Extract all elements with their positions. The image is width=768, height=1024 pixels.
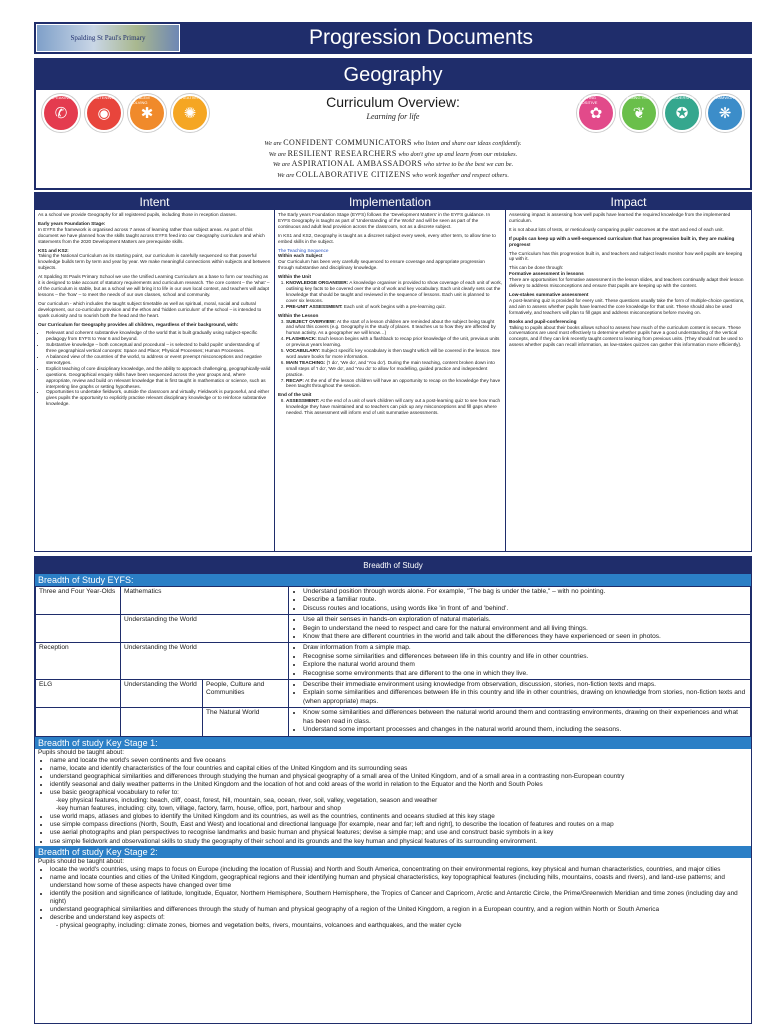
eyfs-area: Understanding the World <box>121 680 203 708</box>
eyfs-statement: • Discuss routes and locations, using words like 'in front of' and 'behind'. <box>303 605 747 613</box>
eyfs-row <box>36 680 751 708</box>
breadth-heading: Breadth of Study <box>35 557 751 574</box>
impl-step-key: FLASHBACK: <box>286 336 317 342</box>
impl-step-key: MAIN TEACHING: <box>286 359 326 365</box>
impl-lesson-list <box>278 319 502 390</box>
eyfs-row <box>36 587 751 615</box>
eyfs-statement: • Draw information from a simple map. <box>303 644 747 652</box>
ks-item: • describe and understand key aspects of: <box>50 914 748 922</box>
badge-caption: CREATIVITY <box>178 95 202 100</box>
impact-text: Assessing impact is assessing how well pupils have learned the required knowledge from the implemented curriculum. <box>509 212 731 223</box>
motto-value: COLLABORATIVE CITIZENS <box>295 169 411 179</box>
ks-item: • identify seasonal and daily weather patterns in the United Kingdom and the location of hot and cold areas of the world in relation to the Equator and the North and South Poles <box>50 781 748 789</box>
impl-step-key: SUBJECT OVERVIEW: <box>286 318 336 324</box>
eyfs-statements <box>289 587 751 615</box>
implementation-column <box>275 193 506 551</box>
impact-subheading: Low-stakes summative assessment <box>509 291 589 297</box>
eyfs-statement: • Use all their senses in hands-on exploration of natural materials. <box>303 616 747 624</box>
ks1-intro: Pupils should be taught about: <box>38 748 124 756</box>
eyfs-area <box>121 708 203 736</box>
impl-step-key: RECAP: <box>286 377 304 383</box>
leadership-icon <box>663 94 701 132</box>
badge-glyph: ❋ <box>718 105 732 122</box>
ks-item: • understand geographical similarities and differences through the study of human and physical geography of a region of the United Kingdom, a region in a European country, and a region within North or South America <box>50 906 748 914</box>
subject-title: Geography <box>36 60 750 90</box>
badge-caption: SPEAKING <box>50 95 72 100</box>
motto-post: who don't give up and learn from our mistakes. <box>396 150 518 158</box>
impl-subheading: End of the Unit <box>278 392 312 398</box>
impl-subheading: Within each Subject <box>278 253 323 259</box>
impact-text: It is not about lots of tests, or meticulously comparing pupils' outcomes at the start and end of each unit. <box>509 226 724 232</box>
breadth-of-study <box>34 556 752 1024</box>
ks-item: • use simple compass directions (North, South, East and West) and locational and directional language [for example, near and far; left and right], to describe the location of features and routes on a map <box>50 821 748 829</box>
impl-step-text: Subject specific key vocabulary is then taught which will be covered in the lesson. See word aware books for more information. <box>286 348 501 359</box>
impl-step <box>286 348 502 360</box>
values-icons-right <box>577 94 744 132</box>
badge-glyph: ◉ <box>97 105 111 122</box>
ks-item: • identify the position and significance of latitude, longitude, Equator, Northern Hemisphere, Southern Hemisphere, the Tropics of Cancer and Capricorn, Arctic and Antarctic Circle, the Prime/Greenwich Meridian and time zones (including day and night) <box>50 890 748 906</box>
impl-step-text: At the end of the lesson children will have an opportunity to recap on the knowledge they have been taught throughout the session. <box>286 377 501 389</box>
motto-line <box>36 149 750 160</box>
eyfs-age <box>36 615 121 643</box>
eyfs-area: Understanding the World <box>121 615 289 643</box>
motto-value: CONFIDENT COMMUNICATORS <box>283 138 412 147</box>
intent-bullets <box>38 330 271 407</box>
eyfs-statement: • Recognise some environments that are different to the one in which they live. <box>303 670 747 678</box>
intent-bullet: • Relevant and coherent substantive knowledge of the world that is built gradually using subject-specific pedagogy from EYFS to Year 6 and beyond. <box>46 330 271 342</box>
impl-step-text: At the end of a unit of work children will carry out a post-learning quiz to see how much knowledge they have maintained and so teachers can pick up any misconceptions and fill gaps where needed. This assessment will inform end of unit summative assessments. <box>286 398 501 416</box>
badge-glyph: ✿ <box>589 105 603 122</box>
badge-caption: AIMING HIGH <box>626 95 652 100</box>
overview-heading: Curriculum Overview: <box>326 94 460 110</box>
curriculum-overview <box>34 58 752 190</box>
eyfs-subarea: People, Culture and Communities <box>203 680 289 708</box>
impl-step-key: VOCABULARY: <box>286 348 321 354</box>
intent-text: Our curriculum - which includes the taught subject timetable as well as spiritual, moral, social and cultural development, our co-curricular provision and the ethos and 'hidden curriculum' of the school – is intended to spark curiosity and to nourish both the head and the heart. <box>38 300 262 318</box>
motto-line <box>36 138 750 149</box>
intent-text: As a school we provide Geography for all registered pupils, including those in reception classes. <box>38 212 237 217</box>
eyfs-row <box>36 615 751 643</box>
badge-glyph: ✺ <box>183 105 197 122</box>
eyfs-subarea: The Natural World <box>203 708 289 736</box>
eyfs-statement: • Begin to understand the need to respect and care for the natural environment and all living things. <box>303 625 747 633</box>
badge-glyph: ✆ <box>54 105 68 122</box>
impl-step <box>286 360 502 378</box>
badge-glyph: ❦ <box>632 105 646 122</box>
motto-line <box>36 170 750 181</box>
school-logo <box>36 24 180 52</box>
school-mottos <box>36 138 750 180</box>
eyfs-age: ELG <box>36 680 121 708</box>
eyfs-statements <box>289 680 751 708</box>
motto-pre: We are <box>268 150 288 158</box>
intent-eyfs-heading: Early years Foundation Stage: <box>38 220 106 226</box>
eyfs-statement: • Describe a familiar route. <box>303 596 747 604</box>
eyfs-age <box>36 708 121 736</box>
badge-caption: LISTENING <box>93 95 115 100</box>
motto-post: who work together and respect others. <box>410 171 509 179</box>
impact-text: There are opportunities for formative assessment in the lesson slides, and teachers continually adapt their lesson delivery to address misconceptions and ensure that pupils are keeping up with the content. <box>509 277 744 289</box>
overview-subheading: Learning for life <box>366 112 420 121</box>
school-logo-text: Spalding St Paul's Primary <box>70 34 146 42</box>
impact-column <box>506 193 751 551</box>
impl-text: In KS1 and KS2, Geography is taught as a discreet subject every week, every other term, to allow time to embed skills in the subject. <box>278 232 496 244</box>
motto-value: ASPIRATIONAL AMBASSADORS <box>291 159 423 168</box>
impl-text: Our Curriculum has been very carefully sequenced to ensure coverage and appropriate progression through substantive and disciplinary knowledge. <box>278 259 485 271</box>
intent-bullet: • Explicit teaching of core disciplinary knowledge, and the ability to approach challenging, geographically-valid questions. Geographical enquiry skills have been sequenced across the year groups and, where appropriate, review and build on relevant knowledge that is first taught in mathematics or science, such as interpreting line graphs or setting hypotheses. <box>46 366 271 390</box>
motto-value: RESILIENT RESEARCHERS <box>287 148 397 158</box>
intent-heading: Intent <box>35 193 274 210</box>
impl-step-text: Each lesson begins with a flashback to recap prior knowledge of the unit, previous units or previous years learning. <box>286 336 500 348</box>
impl-step <box>286 280 502 304</box>
intent-text-bold: Our Curriculum for Geography provides all children, regardless of their background, with: <box>38 321 239 327</box>
impl-step <box>286 304 502 310</box>
ks2-intro: Pupils should be taught about: <box>38 857 124 865</box>
ks1-section-bar: Breadth of study Key Stage 1: <box>35 737 751 749</box>
intent-implementation-impact <box>34 192 752 552</box>
motto-pre: We are <box>277 171 296 179</box>
impl-step <box>286 319 502 337</box>
impl-step-text: At the start of a lesson children are reminded about the subject being taught and what this covers (e.g. Geography is the study of places. It teaches us to how they are affected by human activity. As a geographer we will know…) <box>286 318 496 336</box>
impl-step-text: Each unit of work begins with a pre-learning quiz. <box>342 303 447 309</box>
impl-unit-list <box>278 280 502 310</box>
page-title: Progression Documents <box>308 26 534 49</box>
intent-ks-heading: KS1 and KS2: <box>38 247 69 253</box>
eyfs-row <box>36 708 751 736</box>
intent-bullet: • Substantive knowledge – both conceptual and procedural – is selected to build pupils' understanding of three geographical vertical concepts: Space and Place; Physical Processes; Human Processes. <box>46 342 271 354</box>
impl-step <box>286 336 502 348</box>
eyfs-age: Reception <box>36 643 121 680</box>
title-bar <box>34 22 752 54</box>
impl-subheading: Within the Lesson <box>278 312 319 318</box>
motto-post: who listen and share our ideas confidently. <box>411 140 522 147</box>
badge-glyph: ✪ <box>675 105 689 122</box>
eyfs-statements <box>289 615 751 643</box>
impact-subheading: Formative assessment in lessons <box>509 271 584 277</box>
eyfs-statement: • Recognise some similarities and differences between life in this country and life in other countries. <box>303 653 747 661</box>
badge-caption: STAYING POSITIVE <box>579 95 598 105</box>
ks-subitem: - physical geography, including: climate zones, biomes and vegetation belts, rivers, mountains, volcanoes and earthquakes, and the water cycle <box>56 922 462 930</box>
eyfs-statement: • Describe their immediate environment using knowledge from observation, discussion, stories, non-fiction texts and maps. <box>303 681 747 689</box>
eyfs-section-bar: Breadth of Study EYFS: <box>35 574 751 586</box>
motto-post: who strive to be the best we can be. <box>422 161 514 168</box>
impact-heading: Impact <box>506 193 751 210</box>
impact-text: Talking to pupils about their books allows school to assess how much of the curriculum content is secure. These conversations are used most effectively to determine whether pupils have a good understanding of the vertical concepts, and if they can link recently taught content to learning from previous units. (They should not be used to assess whether pupils can recall information, as low-stakes quizzes can gather this information more efficiently). <box>509 324 743 348</box>
aiming-high-icon <box>620 94 658 132</box>
impl-end-list <box>278 398 502 416</box>
ks-item: • use world maps, atlases and globes to identify the United Kingdom and its countries, as well as the countries, continents and oceans studied at this key stage <box>50 813 748 821</box>
intent-text: Taking the National Curriculum as its starting point, our curriculum is carefully sequenced so that powerful knowledge builds term by term and year by year. We make meaningful connections within subjects and between subjects. <box>38 253 271 271</box>
eyfs-statement: • Explain some similarities and differences between life in this country and life in other countries, drawing on knowledge from stories, non-fiction texts and (when appropriate) maps. <box>303 689 747 706</box>
teamwork-icon <box>706 94 744 132</box>
motto-pre: We are <box>272 161 292 168</box>
eyfs-statement: • Explore the natural world around them <box>303 661 747 669</box>
ks-item: • use simple fieldwork and observational skills to study the geography of their school and its grounds and the key human and physical features of its surrounding environment. <box>50 838 748 846</box>
ks-item: • name and locate the world's seven continents and five oceans <box>50 757 748 765</box>
eyfs-statement: • Understand some important processes and changes in the natural world around them, including the seasons. <box>303 726 747 734</box>
impact-text: This can be done through: <box>509 265 564 271</box>
intent-column <box>35 193 275 551</box>
badge-caption: LEADERSHIP <box>669 95 695 100</box>
eyfs-row <box>36 643 751 680</box>
impact-text: A post-learning quiz is provided for every unit. These questions usually take the form of multiple-choice questions, and aim to assess whether pupils have learned the core knowledge for that unit. These should also be used formatively, and teachers will plan to fill gaps and address misconceptions before moving on. <box>509 297 745 315</box>
impact-text: The Curriculum has this progression built in, and teachers and subject leads monitor how well pupils are keeping up with it. <box>509 250 743 262</box>
implementation-heading: Implementation <box>275 193 505 210</box>
impl-subheading: Within the Unit <box>278 274 312 280</box>
intent-text: In EYFS the framework is organised across 7 areas of learning rather than subject areas. As part of this document we have planned how the skills taught across EYFS feed into our Geography curriculum and which statements from the 2020 Development Matters are prerequisite skills. <box>38 226 265 244</box>
impl-sequence-heading: The Teaching Sequence <box>278 247 329 253</box>
eyfs-statement: • Know that there are different countries in the world and talk about the differences they have experienced or seen in photos. <box>303 633 747 641</box>
ks-subitem: -key physical features, including: beach, cliff, coast, forest, hill, mountain, sea, ocean, river, soil, valley, vegetation, season and weather <box>56 797 438 805</box>
intent-bullet: • A balanced view of the countries of the world, to address or event preempt misconceptions and negative stereotypes. <box>46 354 271 366</box>
eyfs-statement: • Understand position through words alone. For example, "The bag is under the table," – with no pointing. <box>303 588 747 596</box>
ks1-content <box>35 749 751 846</box>
eyfs-table <box>35 586 751 737</box>
ks-item: • use aerial photographs and plan perspectives to recognise landmarks and basic human and physical features; devise a simple map; and use and construct basic symbols in a key <box>50 829 748 837</box>
impl-step-key: PRE-UNIT ASSESSMENT: <box>286 303 343 309</box>
badge-caption: PROBLEM SOLVING <box>130 95 150 105</box>
impact-text-bold: If pupils can keep up with a well-sequenced curriculum that has progression built in, they are making progress! <box>509 235 735 247</box>
motto-line <box>36 159 750 170</box>
ks2-section-bar: Breadth of study Key Stage 2: <box>35 846 751 858</box>
impl-step-key: ASSESSMENT: <box>286 398 320 404</box>
intent-bullet: • Opportunities to undertake fieldwork, outside the classroom and virtually. Fieldwork is purposeful, and either gives pupils the opportunity to explicitly practise relevant disciplinary knowledge or to reinforce substantive knowledge. <box>46 389 271 407</box>
eyfs-age: Three and Four Year-Olds <box>36 587 121 615</box>
impact-subheading: Books and pupil-conferencing <box>509 318 577 324</box>
impl-step <box>286 378 502 390</box>
eyfs-statement: • Know some similarities and differences between the natural world around them and contrasting environments, drawing on their experiences and what has been read in class. <box>303 709 747 726</box>
eyfs-statements <box>289 643 751 680</box>
ks-subitem: -key human features, including: city, town, village, factory, farm, house, office, port, harbour and shop <box>56 805 341 813</box>
impl-step-text: A knowledge organiser is provided to show coverage of each unit of work, outlining key facts to be covered over the unit of work and key vocabulary. Each unit clearly sets out the knowledge that should be taught and reviewed in the sequence of lessons. Each unit is planned to cover six lessons. <box>286 280 502 303</box>
eyfs-statements <box>289 708 751 736</box>
motto-pre: We are <box>264 140 284 147</box>
ks-item: • name and locate counties and cities of the United Kingdom, geographical regions and their identifying human and physical characteristics, key topographical features (including hills, mountains, coasts and rivers), and land-use patterns; and understand how some of these aspects have changed over time <box>50 874 748 890</box>
eyfs-area: Mathematics <box>121 587 289 615</box>
ks-item: • understand geographical similarities and differences through studying the human and physical geography of a small area of the United Kingdom, and of a small area in a contrasting non-European country <box>50 773 748 781</box>
ks2-content <box>35 858 751 931</box>
impl-step-text: ('I do', 'We do', and 'You do'). During the main teaching, content broken down into small steps of 'I do', 'We do', and 'You do' to allow for modelling, guided practice and independent practice. <box>286 359 495 377</box>
ks-item: • name, locate and identify characteristics of the four countries and capital cities of the United Kingdom and its surrounding seas <box>50 765 748 773</box>
staying-positive-icon <box>577 94 615 132</box>
eyfs-area: Understanding the World <box>121 643 289 680</box>
ks-item: • locate the world's countries, using maps to focus on Europe (including the location of Russia) and North and South America, concentrating on their environmental regions, key physical and human characteristics, countries, and major cities <box>50 866 748 874</box>
intent-text: At Spalding St Pauls Primary School we use the Unified Learning Curriculum as a base to form our teaching as it is designed to take account of statutory requirements and curriculum research. The core content – the 'what' – of the curriculum is stable, but as a school we will bring it to life in our own local context, and teachers will adapt lessons – the 'how' – to meet the needs of our own classes, school and community. <box>38 274 270 297</box>
impl-step <box>286 398 502 416</box>
badge-caption: TEAMWORK <box>713 95 737 100</box>
impl-step-key: KNOWLEDGE ORGANISER: <box>286 280 349 286</box>
ks-item: • use basic geographical vocabulary to refer to: <box>50 789 748 797</box>
badge-glyph: ✱ <box>140 105 154 122</box>
impl-text: The Early years Foundation Stage (EYFS) follows the 'Development Matters' in the EYFS guidance. In EYFS Geography is taught as part of 'Understanding of the World' and will be seen as part of the continuous and adult lead provision across the classroom, not as a discrete subject. <box>278 212 491 229</box>
